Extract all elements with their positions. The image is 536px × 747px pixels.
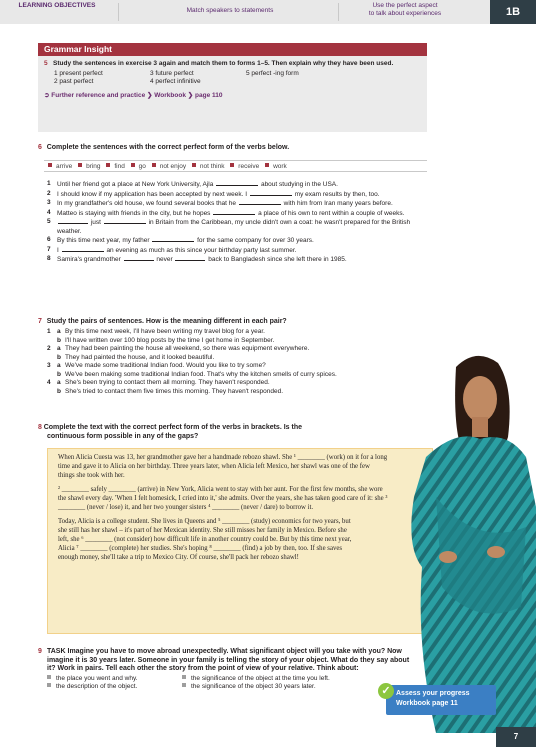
learning-objectives-label: LEARNING OBJECTIVES [18,2,96,9]
word-box [44,160,427,172]
form-option: 5 perfect -ing form [246,69,299,77]
exercise-6-items [47,180,427,265]
list-item: 2 I should know if my application has been accepted by next week. I my exam results by then, too. [47,189,380,198]
assess-progress-badge[interactable]: Assess your progress Workbook page 11 [386,685,496,715]
word: find [114,163,125,170]
exercise-6-title: 6 Complete the sentences with the correct perfect form of the verbs below. [38,144,290,151]
objective-1: Match speakers to statements [186,7,274,14]
list-item: the significance of the object at the time you left. [182,675,392,684]
page-number: 7 [496,727,536,747]
list-item: b They had painted the house, and it looked beautiful. [57,353,215,361]
objective-2: Use the perfect aspect to talk about experiences [368,2,442,17]
form-option: 3 future perfect [150,69,194,77]
exercise-7-title: 7 Study the pairs of sentences. How is the meaning different in each pair? [38,318,287,325]
list-item: 3 a We've made some traditional Indian food. Would you like to try some? [47,362,266,369]
list-item: 7 I an evening as much as this since your birthday party last summer. [47,245,297,254]
grammar-insight-title: Grammar Insight [38,43,427,56]
paragraph: When Alicia Cuesta was 13, her grandmother gave her a handmade rebozo shawl. She ¹ ________ (work) on it for a long time and gave it to Alicia on her birthday. Three years later, when Alicia left Mexico, her shawl was one of the few things she took with her. [58,454,388,479]
list-item: 4 Matteo is staying with friends in the city, but he hopes a place of his own to rent within a couple of weeks. [47,208,405,217]
forms-list [44,70,421,87]
paragraph: ² ________ safely ________ (arrive) in New York, Alicia went to stay with her aunt. For the first few months, she wore the shawl every day. 'When I felt homesick, I cried into it,' she admits. Over the years, she has taken good care of it: she ³ ________ (never / lose) it, and her two younger sisters ⁴ ________ (never / dare) to borrow it. [58,486,388,511]
chevron-right-icon: ❯ [147,91,153,99]
word: arrive [56,163,73,170]
header-divider [338,3,339,21]
exercise-8-title: 8 Complete the text with the correct perfect form of the verbs in brackets. Is the continuous form possible in any of the gaps? [38,424,303,440]
word: receive [238,163,260,170]
reading-text-box [47,448,433,634]
unit-code: 1B [490,0,536,24]
exercise-9-task: 9 TASK Imagine you have to move abroad unexpectedly. What significant object will you take with you? Now imagine it is 30 years later. Someone in your family is telling the story of your object. What do they say about it? Work in pairs. Tell each other the story from the point of view of your relative. Think about: the place you went and why. the significance of the object at the time you left. the description of the object. the significance of the object 30 years later. [38,648,410,690]
list-item: the significance of the object 30 years later. [182,683,392,692]
word: not think [199,163,225,170]
list-item: 2 a They had been painting the house all weekend, so there was equipment everywhere. [47,345,310,352]
check-icon: ✓ [378,683,394,699]
word: not enjoy [159,163,187,170]
reference-link[interactable]: ➲ Further reference and practice ❯ Workbook ❯ page 110 [44,91,223,99]
exercise-5-question: 5 Study the sentences in exercise 3 again and match them to forms 1–5. Then explain why they have been used. [44,60,394,67]
list-item: 1 Until her friend got a place at New York University, Ajla about studying in the USA. [47,180,338,188]
list-item: 6 By this time next year, my father for the same company for over 30 years. [47,236,314,244]
list-item: the description of the object. [47,683,182,692]
list-item: b I'll have written over 100 blog posts by the time I get home in September. [57,336,275,344]
exercise-7-items [47,328,427,396]
grammar-insight-box [38,43,427,132]
form-option: 4 perfect infinitive [150,78,201,85]
word: go [138,163,146,170]
list-item: b She's tried to contact them five times this morning. They haven't responded. [57,387,284,395]
page-header [0,0,536,24]
list-item: the place you went and why. [47,675,182,684]
list-item: b We've been making some traditional Indian food. That's why the kitchen smells of curry spices. [57,370,337,378]
list-item: 1 a By this time next week, I'll have been writing my travel blog for a year. [47,328,265,335]
list-item: 4 a She's been trying to contact them all morning. They haven't responded. [47,379,270,386]
arrow-circle-icon: ➲ [44,91,50,99]
form-option: 1 present perfect [54,69,103,77]
list-item: 3 In my grandfather's old house, we found several books that he with him from Iran many years before. [47,199,393,207]
form-option: 2 past perfect [54,78,94,85]
paragraph: Today, Alicia is a college student. She lives in Queens and ⁵ ________ (study) economics for two years, but she still has her shawl – it's part of her Mexican identity. She still misses her family in Mexico. Before she left, she ⁶ ________ (not consider) how difficult life in another country could be. But by this time next year, Alicia ⁷ ________ (complete) her studies. She's hoping ⁸ ________ (find) a job by then, too. If she saves enough money, she'll take a trip to Mexico City. Of course, she'll pack her rebozo shawl! [58,518,352,561]
chevron-right-icon: ❯ [187,91,194,99]
word: bring [86,163,101,170]
list-item: 5 just in Britain from the Caribbean, my uncle didn't own a coat: he wasn't prepared for the British weather. [47,218,411,235]
header-divider [118,3,119,21]
word: work [273,163,287,170]
list-item: 8 Samira's grandmother never back to Bangladesh since she left there in 1985. [47,255,347,263]
